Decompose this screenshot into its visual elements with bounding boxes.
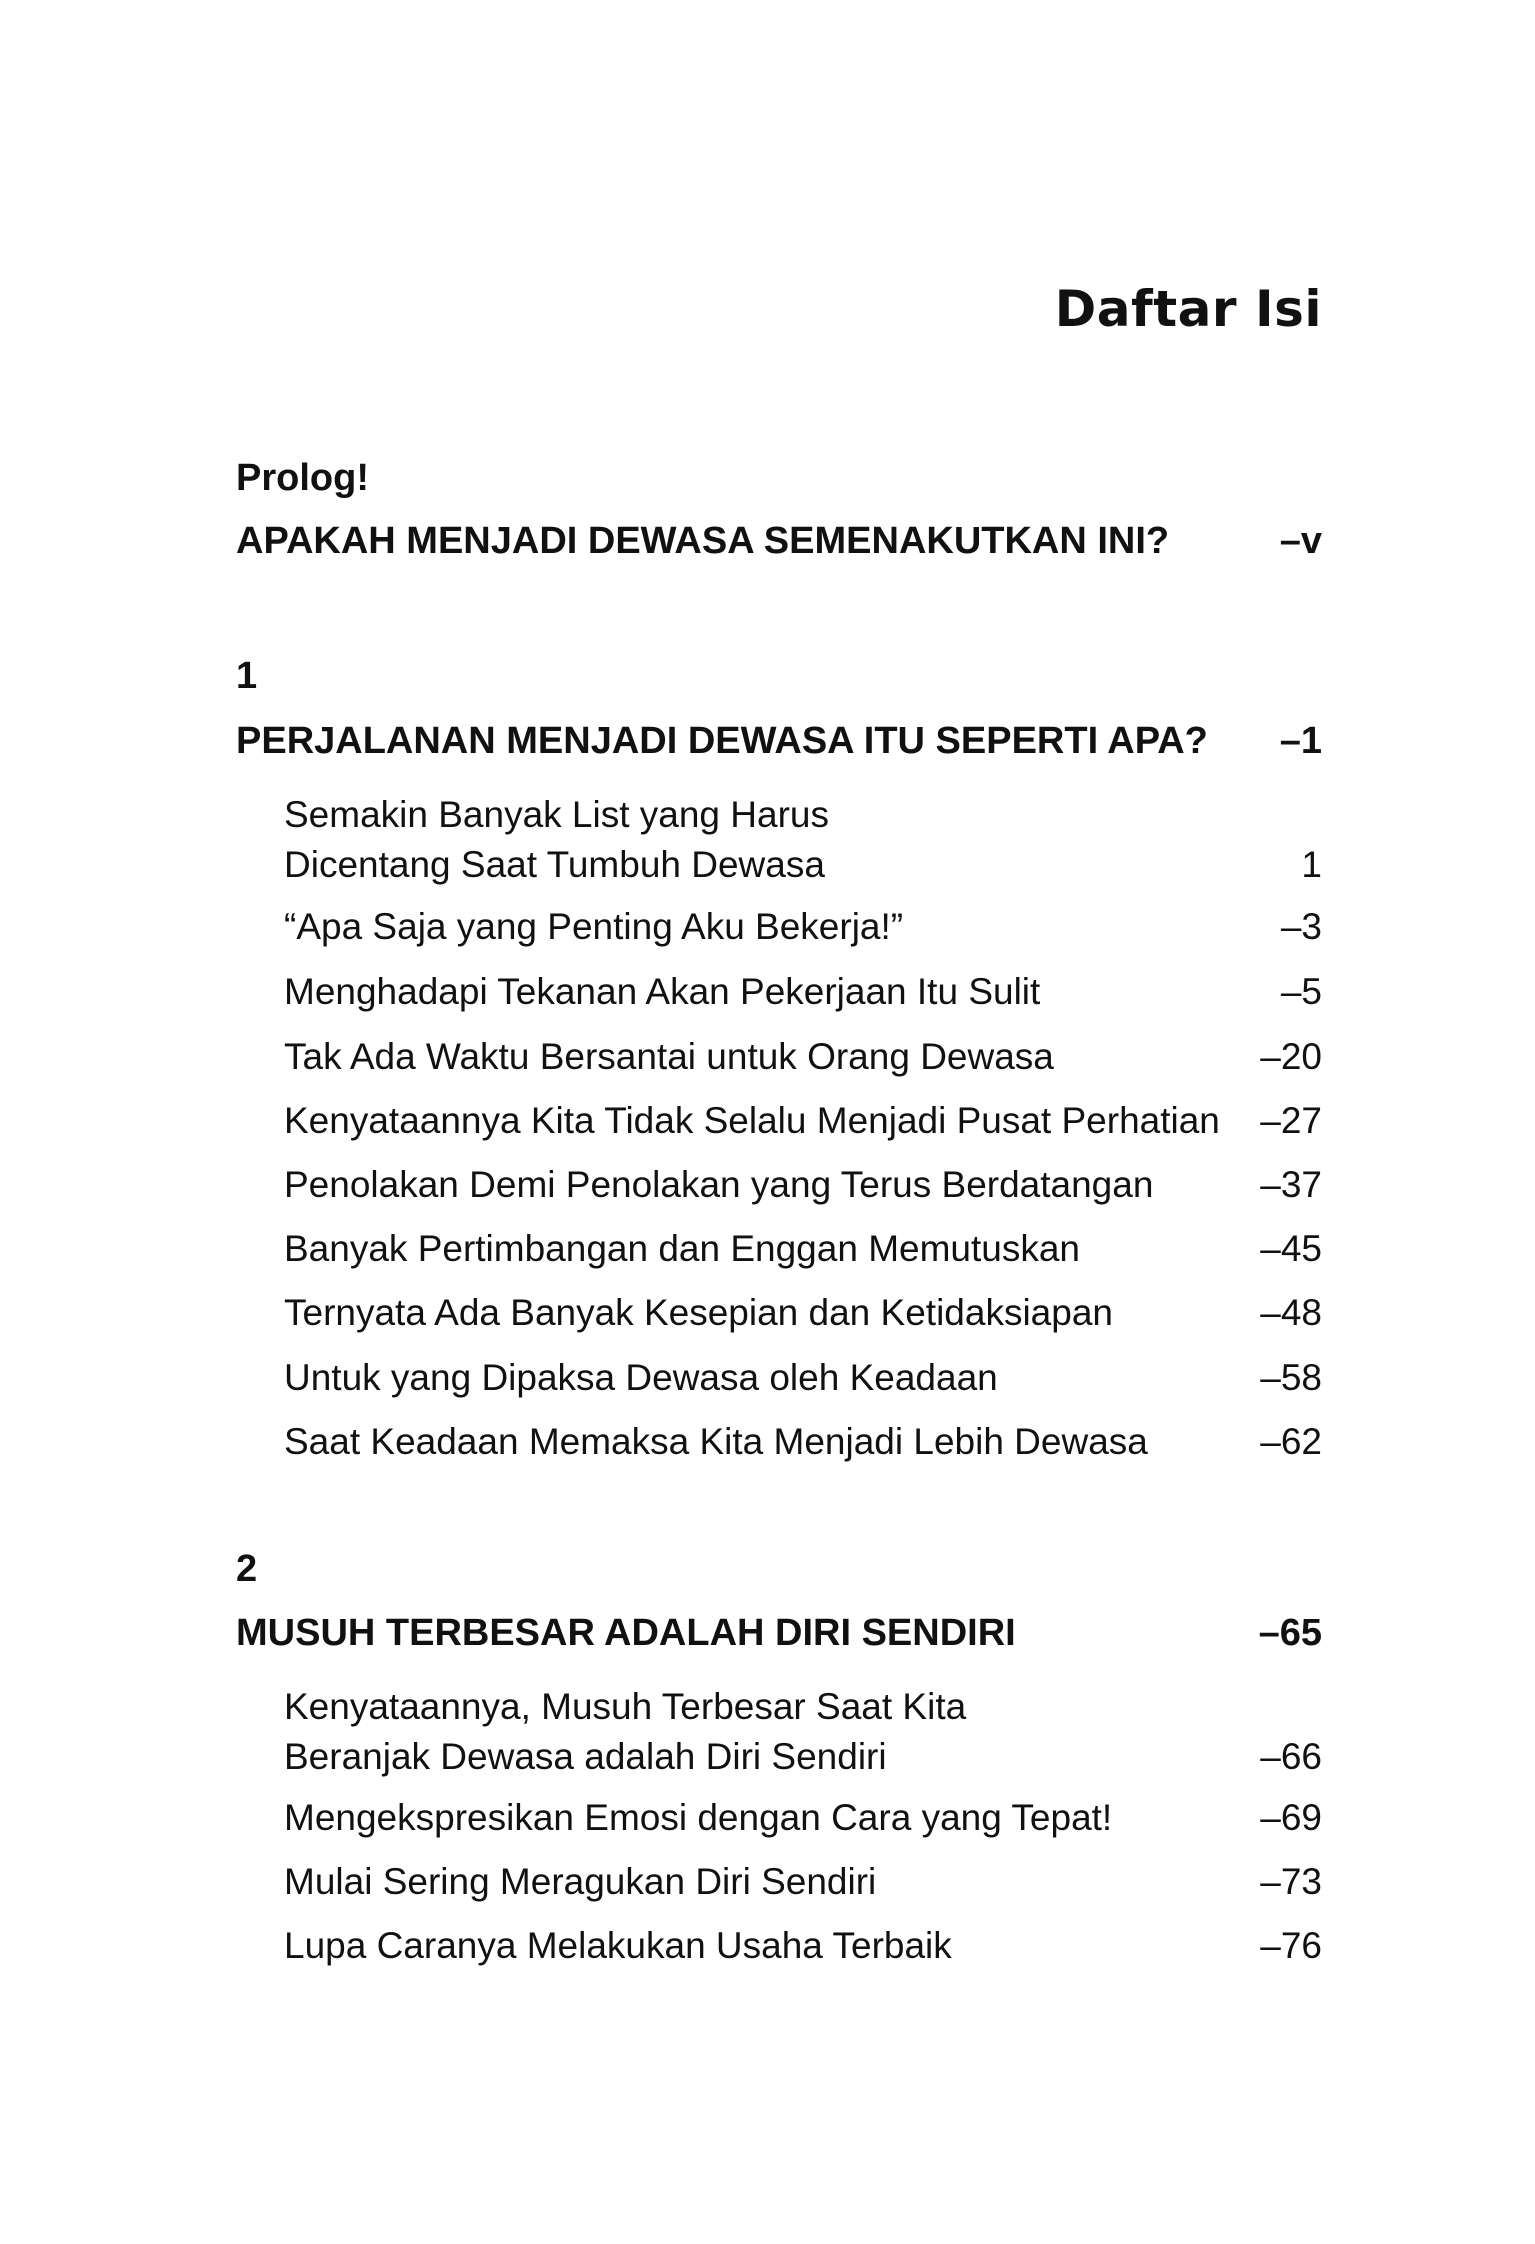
toc-chapter-page: –65 [1258, 1612, 1322, 1654]
toc-entry[interactable] [284, 790, 1322, 890]
toc-entry[interactable] [284, 1096, 1322, 1146]
toc-entry-page: –73 [1260, 1861, 1322, 1902]
chapter-number: 2 [236, 1548, 258, 1590]
toc-entry[interactable] [284, 1224, 1322, 1274]
toc-chapter-page: –1 [1279, 720, 1322, 762]
toc-entry[interactable] [284, 1160, 1322, 1210]
table-of-contents-page [236, 0, 1322, 2244]
toc-entry-title: Mulai Sering Meragukan Diri Sendiri [284, 1861, 877, 1902]
toc-entry[interactable] [284, 1417, 1322, 1467]
toc-entry-title: Kenyataannya Kita Tidak Selalu Menjadi Pusat Perhatian [284, 1100, 1220, 1141]
toc-entry-page: 1 [1301, 844, 1322, 885]
toc-entry-title: Lupa Caranya Melakukan Usaha Terbaik [284, 1925, 952, 1966]
toc-entry-page: –27 [1260, 1100, 1322, 1141]
toc-entry-title: Kenyataannya, Musuh Terbesar Saat Kita Beranjak Dewasa adalah Diri Sendiri [284, 1686, 967, 1777]
toc-entry-page: –62 [1260, 1421, 1322, 1462]
toc-entry-title: Banyak Pertimbangan dan Enggan Memutuskan [284, 1228, 1081, 1269]
toc-entry-title: “Apa Saja yang Penting Aku Bekerja!” [284, 906, 904, 947]
toc-entry[interactable] [284, 967, 1322, 1017]
toc-entry-page: –45 [1260, 1228, 1322, 1269]
toc-entry-prolog[interactable] [236, 520, 1322, 563]
chapter-number: 1 [236, 655, 258, 697]
toc-entry-page: –37 [1260, 1164, 1322, 1205]
prolog-label: Prolog! [236, 457, 369, 499]
page-title: Daftar Isi [1054, 280, 1322, 338]
toc-entry[interactable] [284, 1032, 1322, 1082]
toc-entry[interactable] [284, 1857, 1322, 1907]
toc-entry-page: –5 [1280, 971, 1322, 1012]
toc-entry[interactable] [284, 1793, 1322, 1843]
toc-entry-title: Saat Keadaan Memaksa Kita Menjadi Lebih Dewasa [284, 1421, 1148, 1462]
toc-entry[interactable] [284, 1288, 1322, 1338]
toc-entry[interactable] [284, 1682, 1322, 1782]
toc-entry-title: Ternyata Ada Banyak Kesepian dan Ketidaksiapan [284, 1292, 1113, 1333]
toc-entry-title: Penolakan Demi Penolakan yang Terus Berdatangan [284, 1164, 1154, 1205]
toc-entry-title: Tak Ada Waktu Bersantai untuk Orang Dewasa [284, 1036, 1054, 1077]
toc-entry-page: –3 [1280, 906, 1322, 947]
toc-entry[interactable] [284, 1921, 1322, 1971]
toc-entry-title: APAKAH MENJADI DEWASA SEMENAKUTKAN INI? [236, 520, 1170, 562]
toc-chapter-1[interactable] [236, 720, 1322, 763]
toc-chapter-title: MUSUH TERBESAR ADALAH DIRI SENDIRI [236, 1612, 1016, 1654]
toc-entry-page: –69 [1260, 1797, 1322, 1838]
toc-entry-title: Mengekspresikan Emosi dengan Cara yang Tepat! [284, 1797, 1113, 1838]
toc-entry[interactable] [284, 902, 1322, 952]
toc-entry-title: Untuk yang Dipaksa Dewasa oleh Keadaan [284, 1357, 998, 1398]
toc-entry-page: –20 [1260, 1036, 1322, 1077]
toc-entry[interactable] [284, 1353, 1322, 1403]
toc-chapter-2[interactable] [236, 1612, 1322, 1655]
toc-entry-page: –48 [1260, 1292, 1322, 1333]
toc-entry-page: –66 [1260, 1736, 1322, 1777]
toc-entry-page: –v [1279, 520, 1322, 562]
toc-entry-title: Semakin Banyak List yang Harus Dicentang Saat Tumbuh Dewasa [284, 794, 829, 885]
toc-entry-page: –76 [1260, 1925, 1322, 1966]
toc-entry-title: Menghadapi Tekanan Akan Pekerjaan Itu Sulit [284, 971, 1041, 1012]
toc-entry-page: –58 [1260, 1357, 1322, 1398]
toc-chapter-title: PERJALANAN MENJADI DEWASA ITU SEPERTI APA? [236, 720, 1208, 762]
